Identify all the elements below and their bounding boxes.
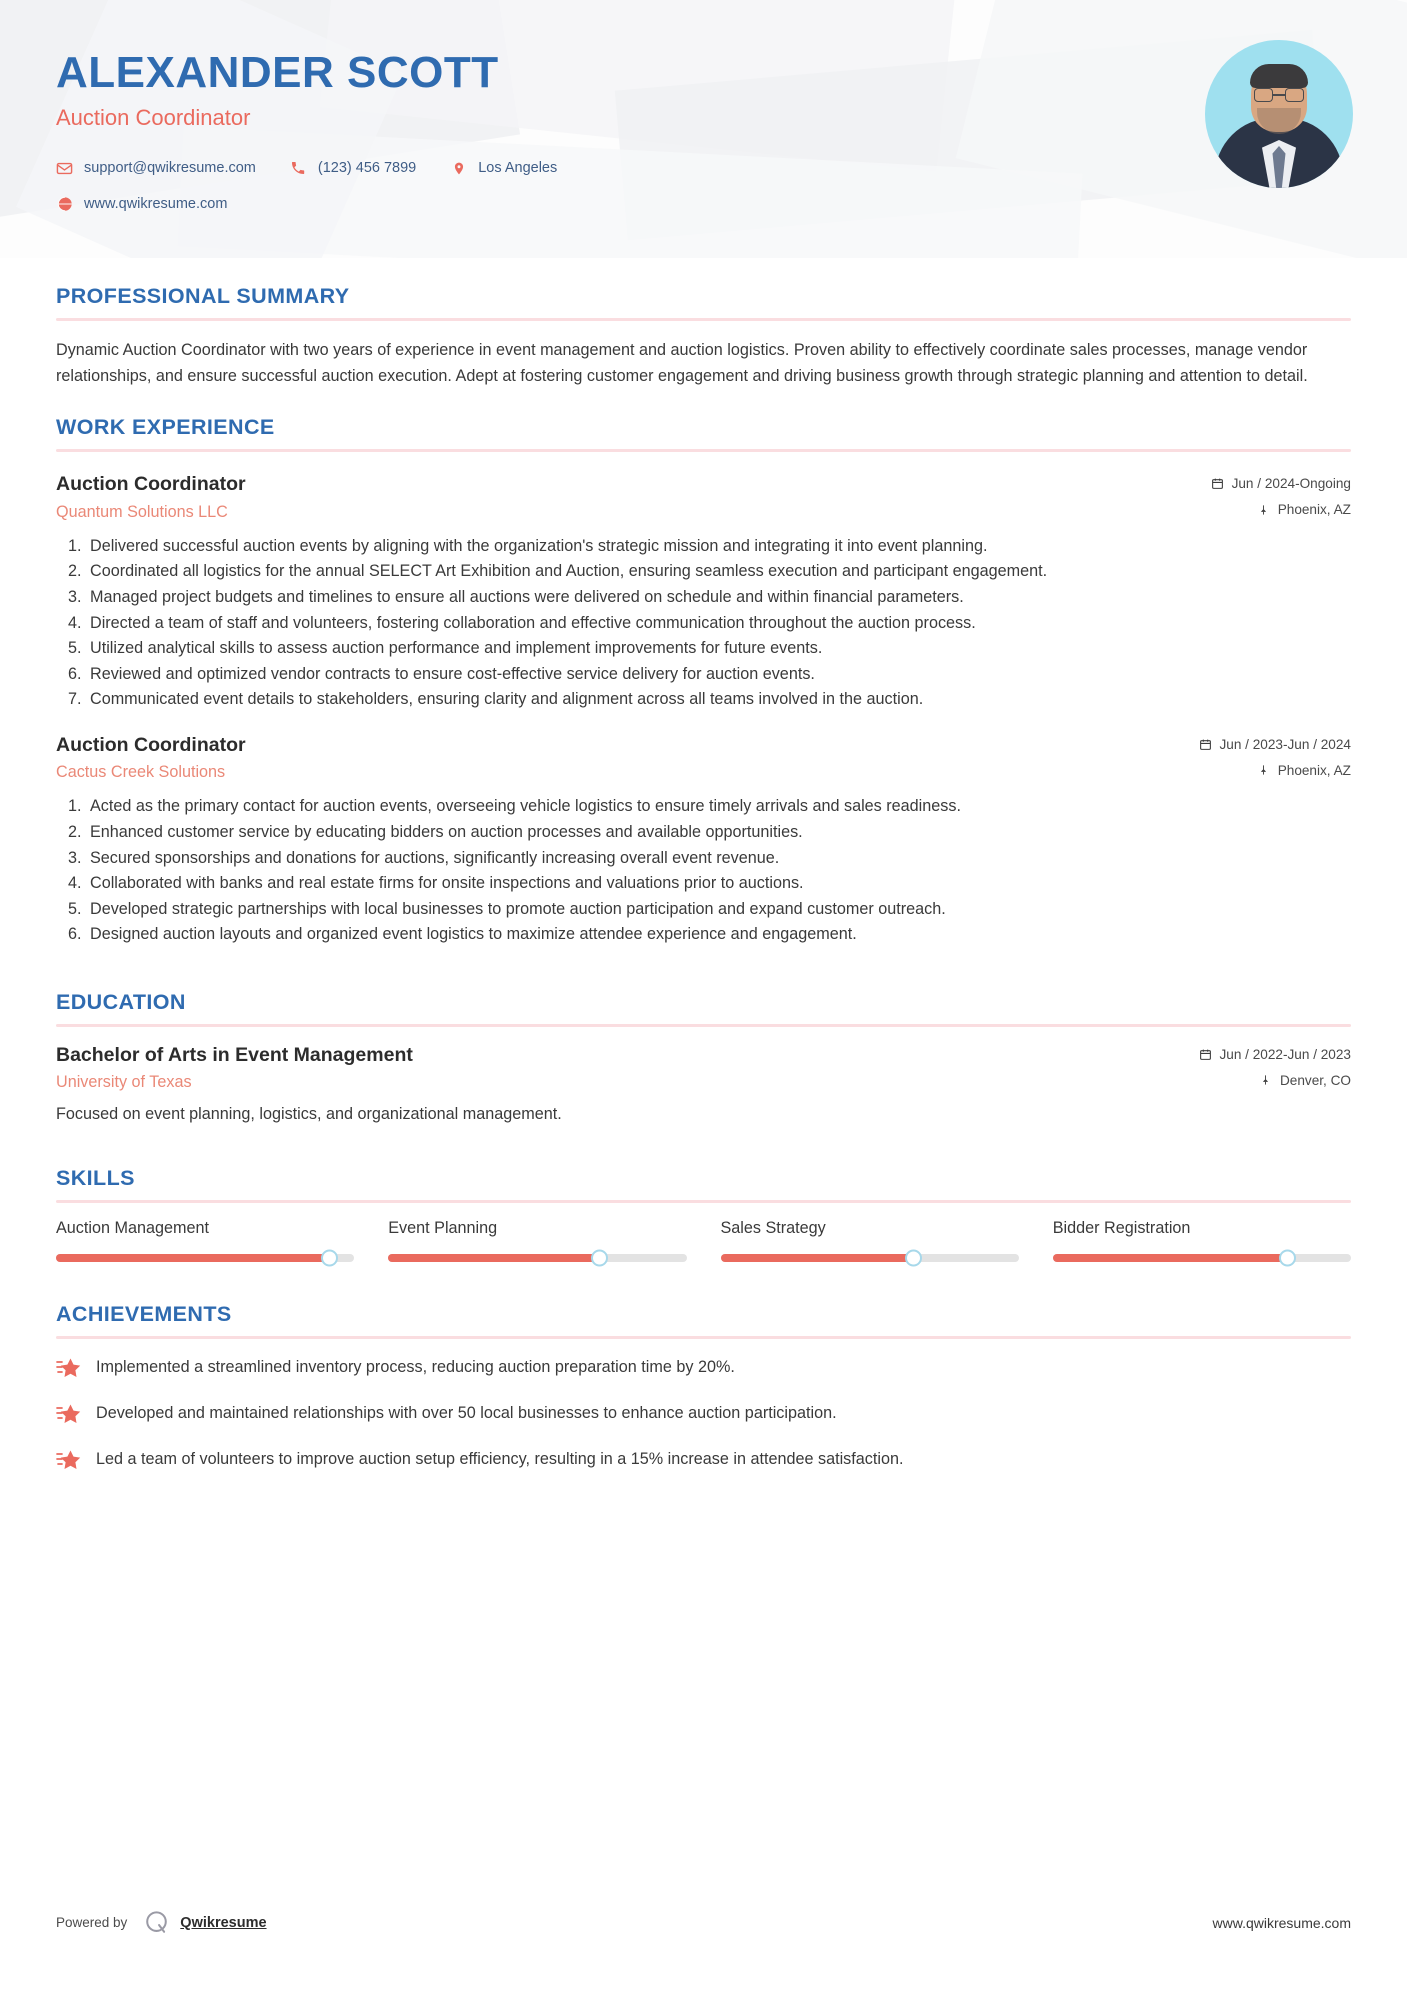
contact-website[interactable] xyxy=(56,196,227,213)
section-achievements xyxy=(56,1302,1351,1472)
section-title: WORK EXPERIENCE xyxy=(56,415,275,440)
education-entry xyxy=(56,1043,1351,1128)
work-company: Quantum Solutions LLC xyxy=(56,502,228,521)
work-entry xyxy=(56,733,1351,948)
skill-item xyxy=(721,1219,1019,1262)
skill-item xyxy=(388,1219,686,1262)
avatar-hair xyxy=(1250,64,1308,88)
pin-icon xyxy=(1257,503,1271,517)
work-bullet: 3. Managed project budgets and timelines to ensure all auctions were delivered on schedule and within financial parameters. xyxy=(86,585,1351,611)
work-bullet: 4. Collaborated with banks and real estate firms for onsite inspections and valuations prior to auctions. xyxy=(86,871,1351,897)
work-dates xyxy=(1198,737,1351,752)
footer-website[interactable]: www.qwikresume.com xyxy=(1212,1914,1351,1931)
section-title: EDUCATION xyxy=(56,989,186,1014)
contact-email-text: support@qwikresume.com xyxy=(84,160,256,177)
work-dates xyxy=(1211,476,1351,491)
achievement-text: Developed and maintained relationships with over 50 local businesses to enhance auction participation. xyxy=(96,1404,837,1423)
work-bullet: 5. Utilized analytical skills to assess auction performance and implement improvements for future events. xyxy=(86,636,1351,662)
section-title: ACHIEVEMENTS xyxy=(56,1302,232,1327)
work-location xyxy=(1198,763,1351,778)
star-icon xyxy=(56,1448,82,1472)
skill-bar-knob[interactable] xyxy=(905,1250,922,1267)
education-description: Focused on event planning, logistics, and organizational management. xyxy=(56,1105,562,1124)
skill-label: Sales Strategy xyxy=(720,1219,826,1238)
skill-bar-fill xyxy=(56,1254,330,1262)
work-bullet: 3. Secured sponsorships and donations for auctions, significantly increasing overall event revenue. xyxy=(86,846,1351,872)
skill-bar-knob[interactable] xyxy=(321,1250,338,1267)
calendar-icon xyxy=(1211,477,1225,491)
summary-paragraph: Dynamic Auction Coordinator with two years of experience in event management and auction logistics. Proven ability to effectively coordinate sales processes, manage vendor relationships, and ensure successful auction execution. Adept at fostering customer engagement and driving business growth through strategic planning and attention to detail. xyxy=(56,341,1308,386)
phone-icon xyxy=(290,160,307,177)
work-location xyxy=(1211,502,1351,517)
resume-header xyxy=(0,0,1407,258)
section-title: PROFESSIONAL SUMMARY xyxy=(56,284,350,308)
skills-grid xyxy=(56,1219,1351,1262)
work-bullet: 6. Designed auction layouts and organized event logistics to maximize attendee experience and engagement. xyxy=(86,922,1351,948)
work-bullet-list xyxy=(56,534,1351,713)
star-icon xyxy=(56,1402,82,1426)
section-title: SKILLS xyxy=(56,1166,135,1191)
pin-icon xyxy=(1257,763,1271,777)
work-dates-text: Jun / 2023-Jun / 2024 xyxy=(1219,736,1351,752)
star-icon xyxy=(56,1356,82,1380)
education-location-text: Denver, CO xyxy=(1279,1072,1351,1088)
section-skills xyxy=(56,1166,1351,1262)
section-education xyxy=(56,990,1351,1128)
work-company: Cactus Creek Solutions xyxy=(56,763,226,782)
work-bullet: 1. Delivered successful auction events by aligning with the organization's strategic mission and integrating it into event planning. xyxy=(86,534,1351,560)
calendar-icon xyxy=(1198,737,1212,751)
work-role: Auction Coordinator xyxy=(56,733,246,756)
skill-bar[interactable] xyxy=(388,1254,686,1262)
skill-bar[interactable] xyxy=(721,1254,1019,1262)
avatar-glasses-icon xyxy=(1254,88,1304,102)
achievement-item xyxy=(56,1401,1351,1426)
section-professional-summary xyxy=(56,284,1351,389)
work-bullet: 4. Directed a team of staff and volunteers, fostering collaboration and effective communication throughout the auction process. xyxy=(86,611,1351,637)
contact-email[interactable] xyxy=(56,160,256,177)
globe-icon xyxy=(56,196,73,213)
work-location-text: Phoenix, AZ xyxy=(1277,762,1351,778)
work-bullet: 7. Communicated event details to stakeholders, ensuring clarity and alignment across all teams involved in the auction. xyxy=(86,687,1351,713)
skill-bar-fill xyxy=(388,1254,600,1262)
achievement-text: Implemented a streamlined inventory process, reducing auction preparation time by 20%. xyxy=(96,1358,735,1377)
education-school: University of Texas xyxy=(56,1073,192,1092)
education-degree: Bachelor of Arts in Event Management xyxy=(56,1043,413,1066)
contact-phone[interactable] xyxy=(290,160,416,177)
skill-bar-knob[interactable] xyxy=(591,1250,608,1267)
work-location-text: Phoenix, AZ xyxy=(1277,502,1351,518)
contact-location xyxy=(450,160,557,177)
section-divider xyxy=(56,1336,1351,1339)
envelope-icon xyxy=(56,160,73,177)
section-divider xyxy=(56,1024,1351,1027)
work-role: Auction Coordinator xyxy=(56,473,246,496)
contact-location-text: Los Angeles xyxy=(478,160,558,177)
section-divider xyxy=(56,318,1351,321)
skill-label: Event Planning xyxy=(388,1219,498,1238)
work-bullet: 5. Developed strategic partnerships with local businesses to promote auction participation and expand customer outreach. xyxy=(86,897,1351,923)
achievement-item xyxy=(56,1355,1351,1380)
avatar xyxy=(1205,40,1353,188)
work-bullet: 2. Coordinated all logistics for the annual SELECT Art Exhibition and Auction, ensuring seamless execution and participant engagement. xyxy=(86,559,1351,585)
work-bullet-list xyxy=(56,794,1351,948)
skill-label: Auction Management xyxy=(56,1219,209,1238)
work-dates-text: Jun / 2024-Ongoing xyxy=(1231,476,1351,492)
section-divider xyxy=(56,1200,1351,1203)
powered-by xyxy=(56,1909,267,1936)
qwikresume-logo-icon xyxy=(143,1909,170,1936)
page-footer xyxy=(56,1909,1351,1936)
skill-bar-knob[interactable] xyxy=(1279,1250,1296,1267)
achievement-item xyxy=(56,1447,1351,1472)
powered-by-label: Powered by xyxy=(56,1915,128,1930)
contact-website-text: www.qwikresume.com xyxy=(84,196,228,213)
contact-info xyxy=(56,153,1351,219)
skill-item xyxy=(1053,1219,1351,1262)
skill-bar-fill xyxy=(721,1254,915,1262)
contact-row-primary xyxy=(56,153,1351,183)
education-dates-text: Jun / 2022-Jun / 2023 xyxy=(1219,1046,1351,1062)
work-bullet: 2. Enhanced customer service by educating bidders on auction processes and available opportunities. xyxy=(86,820,1351,846)
work-bullet: 1. Acted as the primary contact for auction events, overseeing vehicle logistics to ensure timely arrivals and sales readiness. xyxy=(86,794,1351,820)
section-work-experience xyxy=(56,415,1351,947)
skill-bar[interactable] xyxy=(56,1254,354,1262)
skill-label: Bidder Registration xyxy=(1052,1219,1191,1238)
achievement-text: Led a team of volunteers to improve auction setup efficiency, resulting in a 15% increase in attendee satisfaction. xyxy=(96,1450,904,1469)
skill-item xyxy=(56,1219,354,1262)
map-pin-icon xyxy=(450,160,467,177)
section-divider xyxy=(56,449,1351,452)
pin-icon xyxy=(1259,1073,1273,1087)
candidate-job-title: Auction Coordinator xyxy=(56,105,251,131)
contact-row-secondary xyxy=(56,189,1351,219)
skill-bar-fill xyxy=(1053,1254,1289,1262)
contact-phone-text: (123) 456 7899 xyxy=(317,160,417,177)
work-bullet: 6. Reviewed and optimized vendor contracts to ensure cost-effective service delivery for auction events. xyxy=(86,662,1351,688)
education-dates xyxy=(1198,1047,1351,1062)
candidate-name: ALEXANDER SCOTT xyxy=(56,48,499,97)
education-location xyxy=(1198,1073,1351,1088)
work-entry xyxy=(56,472,1351,713)
skill-bar[interactable] xyxy=(1053,1254,1351,1262)
qwikresume-brand-link[interactable]: Qwikresume xyxy=(180,1914,267,1931)
calendar-icon xyxy=(1198,1047,1212,1061)
